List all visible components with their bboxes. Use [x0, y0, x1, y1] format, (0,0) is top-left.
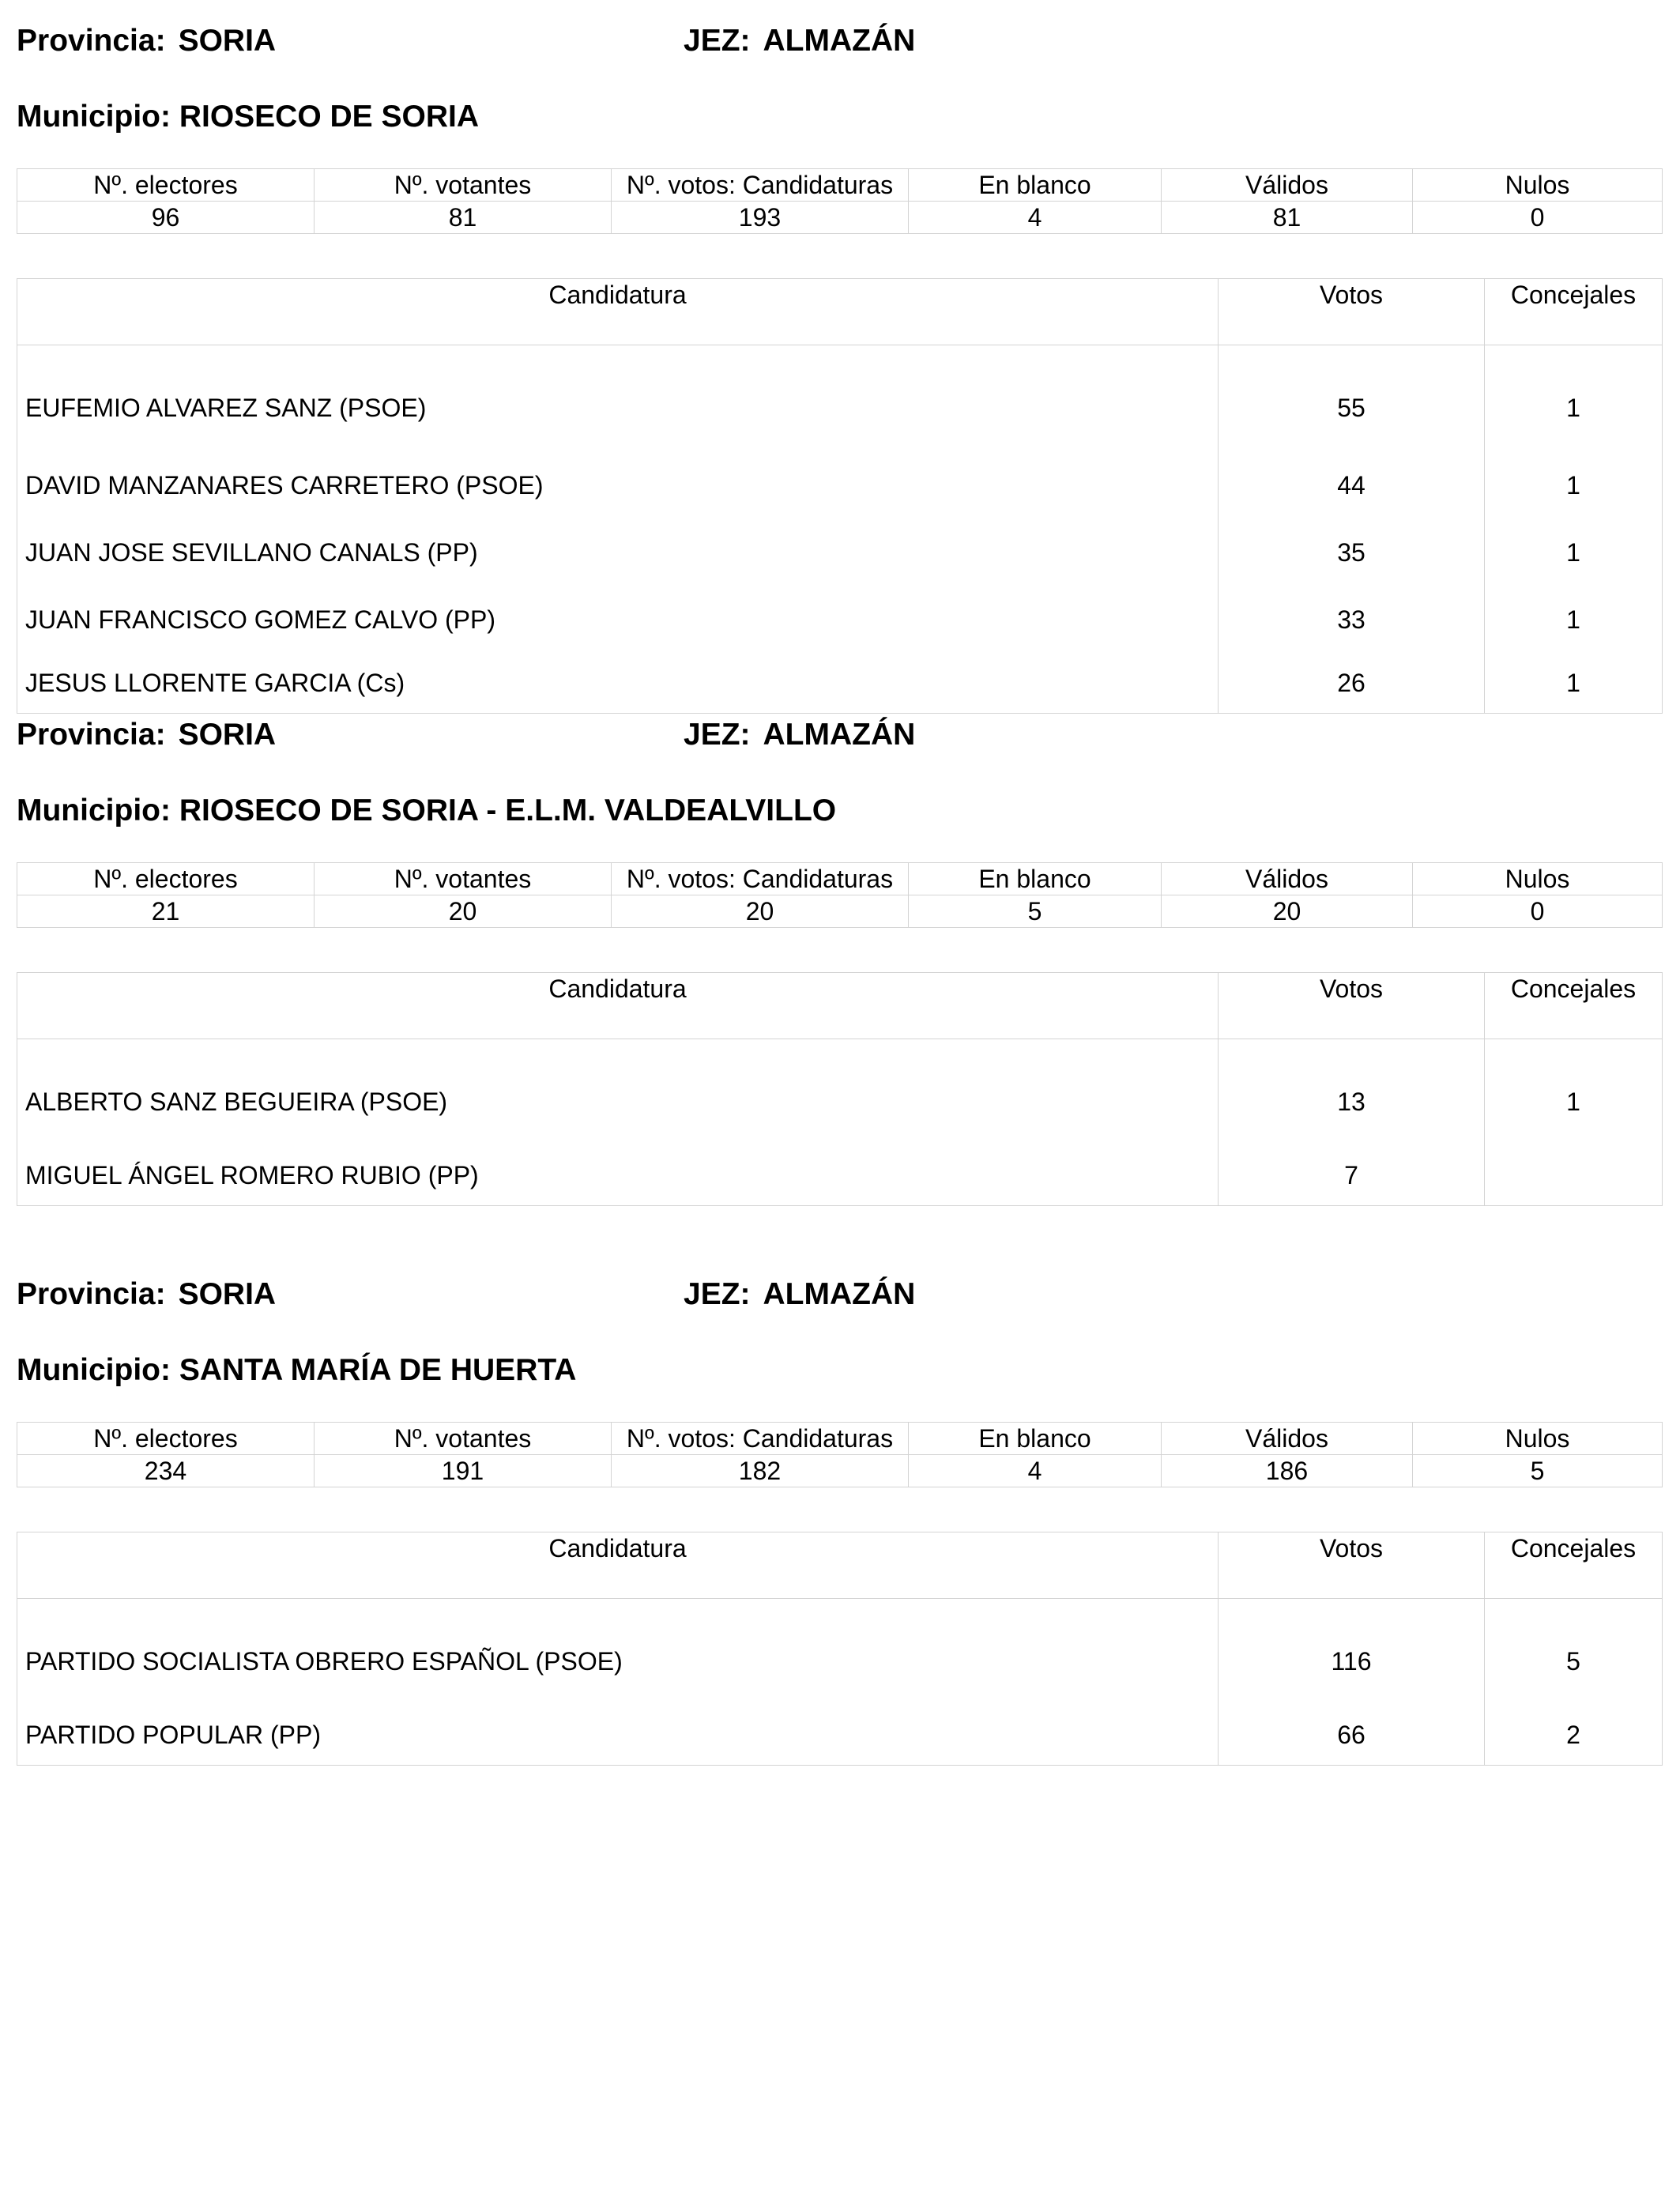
candidate-row	[17, 1599, 1663, 1706]
candidate-row	[17, 452, 1663, 519]
candidates-header-cell: Candidatura	[17, 973, 1219, 1039]
stats-value-row	[17, 895, 1663, 928]
candidate-seats: 1	[1485, 452, 1663, 519]
stats-value-row	[17, 1455, 1663, 1487]
candidate-seats: 1	[1485, 1039, 1663, 1147]
stats-header-cell: Nº. votantes	[315, 863, 612, 895]
candidates-header-row	[17, 1532, 1663, 1599]
candidate-name: JESUS LLORENTE GARCIA (Cs)	[17, 654, 1219, 714]
candidate-votes: 33	[1219, 586, 1485, 654]
municipio-value: RIOSECO DE SORIA - E.L.M. VALDEALVILLO	[179, 794, 837, 827]
stats-header-cell: En blanco	[909, 863, 1162, 895]
stats-value-cell: 5	[1413, 1455, 1663, 1487]
municipality-section	[17, 24, 1662, 697]
provincia-value: SORIA	[178, 718, 277, 752]
jez-heading	[684, 718, 915, 752]
stats-header-cell: En blanco	[909, 1423, 1162, 1455]
jez-label: JEZ:	[684, 718, 751, 752]
stats-value-cell: 96	[17, 202, 315, 234]
jez-label: JEZ:	[684, 24, 751, 58]
stats-header-cell: Nulos	[1413, 169, 1663, 202]
candidate-row	[17, 1039, 1663, 1147]
candidate-row	[17, 519, 1663, 586]
stats-header-cell: Nº. votantes	[315, 169, 612, 202]
stats-value-cell: 0	[1413, 202, 1663, 234]
municipio-heading	[17, 100, 479, 134]
candidates-header-cell: Concejales	[1485, 973, 1663, 1039]
stats-header-cell: Válidos	[1162, 1423, 1413, 1455]
candidate-row	[17, 345, 1663, 453]
stats-header-cell: Válidos	[1162, 863, 1413, 895]
stats-header-cell: Nulos	[1413, 1423, 1663, 1455]
jez-value: ALMAZÁN	[763, 24, 916, 58]
candidate-name: JUAN FRANCISCO GOMEZ CALVO (PP)	[17, 586, 1219, 654]
candidates-table	[17, 972, 1663, 1206]
candidate-row	[17, 654, 1663, 714]
candidate-row	[17, 1706, 1663, 1766]
stats-value-cell: 81	[1162, 202, 1413, 234]
stats-header-cell: Nº. electores	[17, 1423, 315, 1455]
stats-value-cell: 20	[612, 895, 909, 928]
municipio-heading	[17, 794, 836, 828]
candidates-header-row	[17, 973, 1663, 1039]
stats-header-cell: Nº. electores	[17, 169, 315, 202]
municipio-label: Municipio:	[17, 794, 171, 827]
stats-table	[17, 1422, 1663, 1487]
stats-header-cell: Nº. votos: Candidaturas	[612, 863, 909, 895]
municipio-value: SANTA MARÍA DE HUERTA	[179, 1353, 577, 1387]
municipio-label: Municipio:	[17, 100, 171, 134]
stats-header-cell: Nº. votos: Candidaturas	[612, 1423, 909, 1455]
stats-value-cell: 20	[1162, 895, 1413, 928]
stats-header-cell: En blanco	[909, 169, 1162, 202]
stats-header-row	[17, 863, 1663, 895]
candidate-name: PARTIDO SOCIALISTA OBRERO ESPAÑOL (PSOE)	[17, 1599, 1219, 1706]
stats-value-cell: 0	[1413, 895, 1663, 928]
candidates-header-cell: Candidatura	[17, 279, 1219, 345]
stats-header-row	[17, 1423, 1663, 1455]
stats-value-cell: 191	[315, 1455, 612, 1487]
candidate-name: DAVID MANZANARES CARRETERO (PSOE)	[17, 452, 1219, 519]
municipio-label: Municipio:	[17, 1353, 171, 1387]
candidates-header-cell: Concejales	[1485, 1532, 1663, 1599]
provincia-heading	[17, 1277, 276, 1312]
candidates-header-cell: Votos	[1219, 279, 1485, 345]
candidate-name: EUFEMIO ALVAREZ SANZ (PSOE)	[17, 345, 1219, 453]
candidate-row	[17, 1146, 1663, 1206]
stats-value-cell: 81	[315, 202, 612, 234]
candidate-seats: 1	[1485, 519, 1663, 586]
stats-header-cell: Nulos	[1413, 863, 1663, 895]
candidate-name: PARTIDO POPULAR (PP)	[17, 1706, 1219, 1766]
candidates-header-cell: Votos	[1219, 1532, 1485, 1599]
candidates-header-cell: Votos	[1219, 973, 1485, 1039]
stats-value-cell: 4	[909, 1455, 1162, 1487]
stats-header-cell: Nº. votantes	[315, 1423, 612, 1455]
jez-heading	[684, 1277, 915, 1312]
candidate-votes: 35	[1219, 519, 1485, 586]
stats-header-cell: Nº. electores	[17, 863, 315, 895]
stats-table	[17, 168, 1663, 234]
jez-value: ALMAZÁN	[763, 718, 916, 752]
municipality-section	[17, 1277, 1662, 1749]
candidate-seats: 1	[1485, 654, 1663, 714]
municipio-heading	[17, 1353, 576, 1388]
candidate-votes: 13	[1219, 1039, 1485, 1147]
section-header	[17, 24, 1662, 71]
section-header	[17, 1277, 1662, 1325]
candidate-seats: 1	[1485, 345, 1663, 453]
stats-header-cell: Nº. votos: Candidaturas	[612, 169, 909, 202]
candidate-row	[17, 586, 1663, 654]
provincia-value: SORIA	[178, 1277, 277, 1311]
jez-value: ALMAZÁN	[763, 1277, 916, 1311]
candidate-name: ALBERTO SANZ BEGUEIRA (PSOE)	[17, 1039, 1219, 1147]
candidate-votes: 66	[1219, 1706, 1485, 1766]
jez-label: JEZ:	[684, 1277, 751, 1311]
municipality-section	[17, 718, 1662, 1189]
stats-value-cell: 5	[909, 895, 1162, 928]
stats-value-cell: 193	[612, 202, 909, 234]
provincia-heading	[17, 718, 276, 752]
candidate-votes: 55	[1219, 345, 1485, 453]
stats-header-row	[17, 169, 1663, 202]
candidate-seats: 1	[1485, 586, 1663, 654]
stats-table	[17, 862, 1663, 928]
stats-value-cell: 20	[315, 895, 612, 928]
candidates-header-cell: Candidatura	[17, 1532, 1219, 1599]
stats-value-cell: 234	[17, 1455, 315, 1487]
stats-value-cell: 182	[612, 1455, 909, 1487]
candidate-seats	[1485, 1146, 1663, 1206]
candidate-votes: 7	[1219, 1146, 1485, 1206]
candidate-seats: 5	[1485, 1599, 1663, 1706]
stats-value-cell: 186	[1162, 1455, 1413, 1487]
candidate-seats: 2	[1485, 1706, 1663, 1766]
stats-value-row	[17, 202, 1663, 234]
jez-heading	[684, 24, 915, 58]
candidates-table	[17, 278, 1663, 714]
candidate-name: MIGUEL ÁNGEL ROMERO RUBIO (PP)	[17, 1146, 1219, 1206]
provincia-label: Provincia:	[17, 718, 166, 752]
candidate-votes: 116	[1219, 1599, 1485, 1706]
stats-header-cell: Válidos	[1162, 169, 1413, 202]
provincia-heading	[17, 24, 276, 58]
candidates-header-row	[17, 279, 1663, 345]
stats-value-cell: 4	[909, 202, 1162, 234]
stats-value-cell: 21	[17, 895, 315, 928]
candidates-header-cell: Concejales	[1485, 279, 1663, 345]
candidate-votes: 44	[1219, 452, 1485, 519]
provincia-label: Provincia:	[17, 1277, 166, 1311]
section-header	[17, 718, 1662, 765]
candidate-name: JUAN JOSE SEVILLANO CANALS (PP)	[17, 519, 1219, 586]
municipio-value: RIOSECO DE SORIA	[179, 100, 480, 134]
provincia-label: Provincia:	[17, 24, 166, 58]
candidates-table	[17, 1532, 1663, 1766]
provincia-value: SORIA	[178, 24, 277, 58]
candidate-votes: 26	[1219, 654, 1485, 714]
